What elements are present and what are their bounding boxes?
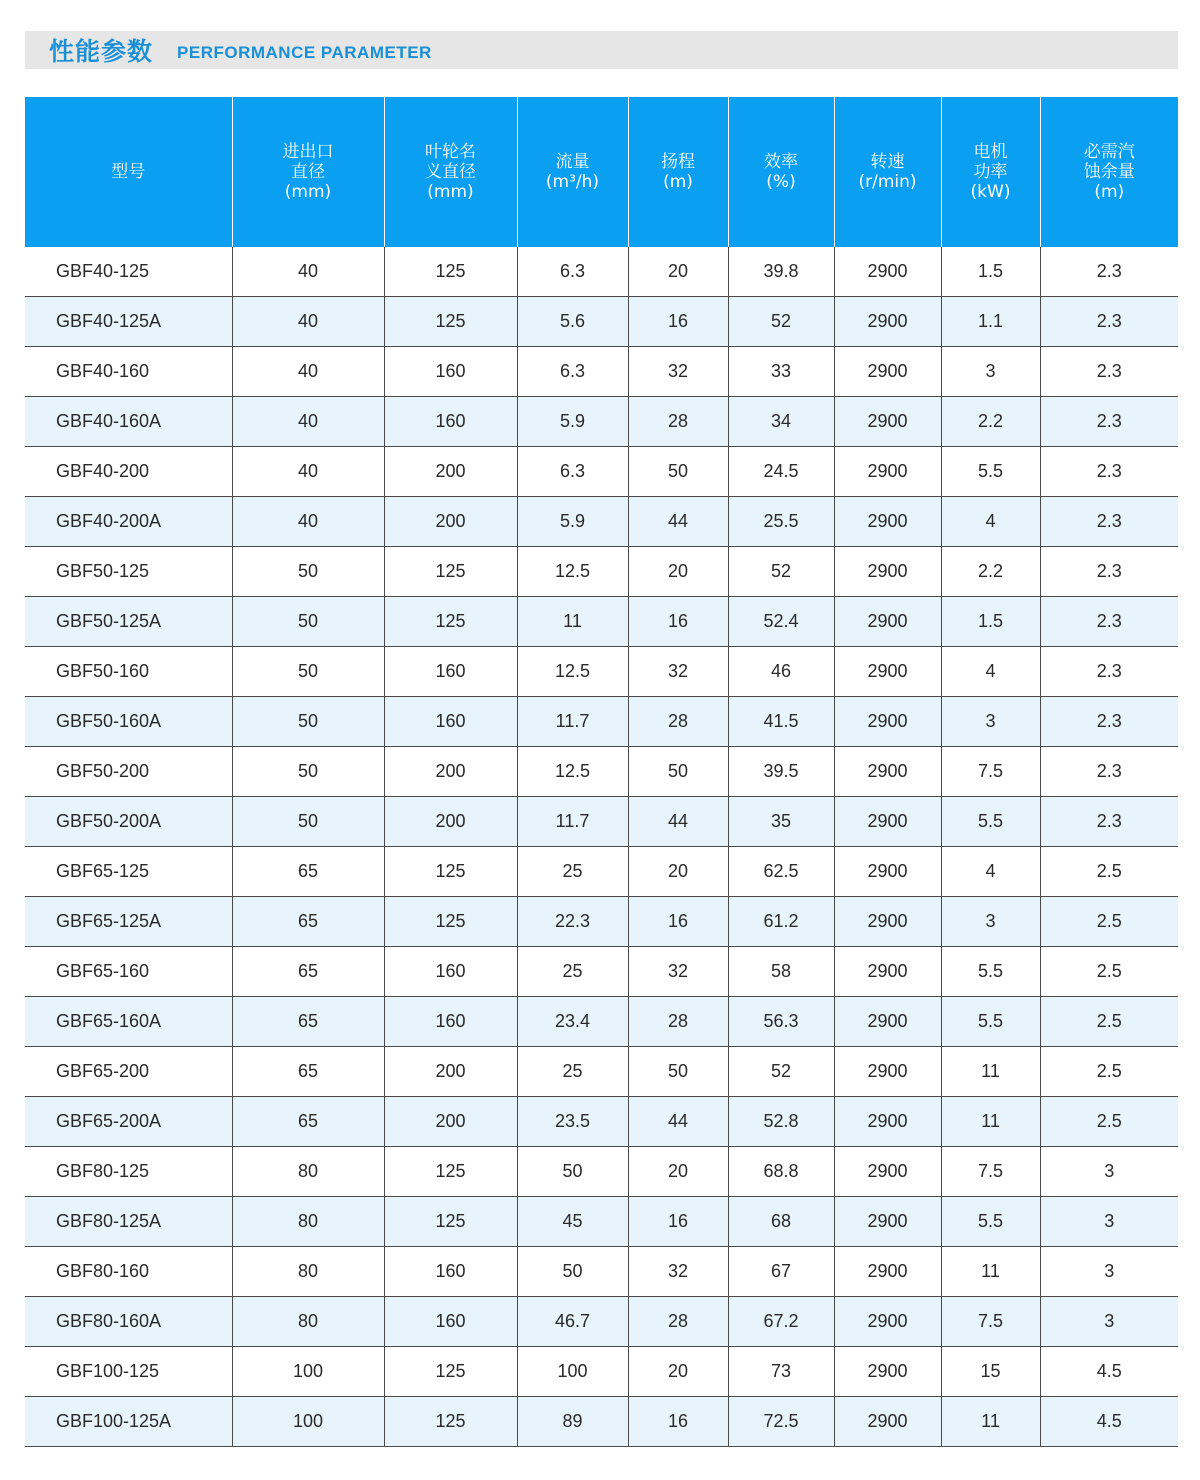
cell-efficiency: 58 bbox=[728, 947, 834, 997]
cell-flow: 12.5 bbox=[517, 647, 628, 697]
cell-impeller-diameter: 200 bbox=[384, 747, 517, 797]
cell-inlet-diameter: 50 bbox=[232, 647, 384, 697]
table-row bbox=[25, 447, 1178, 497]
cell-speed: 2900 bbox=[834, 647, 941, 697]
cell-speed: 2900 bbox=[834, 547, 941, 597]
cell-npsh: 2.5 bbox=[1040, 997, 1178, 1047]
table-body bbox=[25, 247, 1178, 1447]
performance-table bbox=[25, 97, 1178, 1447]
cell-head: 44 bbox=[628, 1097, 728, 1147]
cell-speed: 2900 bbox=[834, 997, 941, 1047]
cell-impeller-diameter: 160 bbox=[384, 947, 517, 997]
table-row bbox=[25, 1197, 1178, 1247]
cell-npsh: 3 bbox=[1040, 1247, 1178, 1297]
table-row bbox=[25, 497, 1178, 547]
header-flow bbox=[517, 97, 628, 247]
section-title-cn: 性能参数 bbox=[49, 37, 154, 66]
cell-model: GBF65-200A bbox=[25, 1097, 232, 1147]
cell-inlet-diameter: 100 bbox=[232, 1397, 384, 1447]
cell-head: 32 bbox=[628, 947, 728, 997]
header-line: (m³/h) bbox=[545, 172, 600, 192]
cell-impeller-diameter: 200 bbox=[384, 497, 517, 547]
cell-flow: 12.5 bbox=[517, 747, 628, 797]
cell-flow: 6.3 bbox=[517, 447, 628, 497]
header-line: (m) bbox=[663, 172, 693, 192]
cell-impeller-diameter: 125 bbox=[384, 547, 517, 597]
cell-model: GBF40-125A bbox=[25, 297, 232, 347]
cell-impeller-diameter: 200 bbox=[384, 797, 517, 847]
cell-impeller-diameter: 160 bbox=[384, 347, 517, 397]
cell-model: GBF40-125 bbox=[25, 247, 232, 297]
cell-impeller-diameter: 200 bbox=[384, 1097, 517, 1147]
cell-speed: 2900 bbox=[834, 597, 941, 647]
header-line: 蚀余量 bbox=[1083, 162, 1135, 182]
cell-efficiency: 52.4 bbox=[728, 597, 834, 647]
header-efficiency bbox=[728, 97, 834, 247]
cell-npsh: 2.3 bbox=[1040, 797, 1178, 847]
header-line: 效率 bbox=[764, 152, 798, 172]
cell-model: GBF50-200A bbox=[25, 797, 232, 847]
cell-npsh: 2.3 bbox=[1040, 747, 1178, 797]
cell-flow: 11.7 bbox=[517, 697, 628, 747]
cell-speed: 2900 bbox=[834, 797, 941, 847]
cell-motor-power: 1.5 bbox=[941, 247, 1040, 297]
header-inlet-diameter bbox=[232, 97, 384, 247]
cell-efficiency: 72.5 bbox=[728, 1397, 834, 1447]
cell-motor-power: 3 bbox=[941, 697, 1040, 747]
cell-model: GBF50-160 bbox=[25, 647, 232, 697]
cell-motor-power: 5.5 bbox=[941, 947, 1040, 997]
cell-efficiency: 67 bbox=[728, 1247, 834, 1297]
cell-efficiency: 46 bbox=[728, 647, 834, 697]
cell-efficiency: 24.5 bbox=[728, 447, 834, 497]
table-row bbox=[25, 1347, 1178, 1397]
cell-inlet-diameter: 50 bbox=[232, 797, 384, 847]
cell-head: 44 bbox=[628, 797, 728, 847]
cell-inlet-diameter: 65 bbox=[232, 1047, 384, 1097]
cell-impeller-diameter: 125 bbox=[384, 1397, 517, 1447]
cell-impeller-diameter: 160 bbox=[384, 997, 517, 1047]
cell-npsh: 2.3 bbox=[1040, 447, 1178, 497]
cell-model: GBF50-160A bbox=[25, 697, 232, 747]
cell-motor-power: 5.5 bbox=[941, 997, 1040, 1047]
cell-speed: 2900 bbox=[834, 1147, 941, 1197]
cell-efficiency: 52 bbox=[728, 547, 834, 597]
cell-npsh: 2.3 bbox=[1040, 247, 1178, 297]
cell-inlet-diameter: 50 bbox=[232, 547, 384, 597]
cell-flow: 12.5 bbox=[517, 547, 628, 597]
cell-impeller-diameter: 125 bbox=[384, 247, 517, 297]
header-npsh bbox=[1040, 97, 1178, 247]
cell-motor-power: 11 bbox=[941, 1247, 1040, 1297]
cell-impeller-diameter: 160 bbox=[384, 697, 517, 747]
cell-efficiency: 68 bbox=[728, 1197, 834, 1247]
header-line: 必需汽 bbox=[1083, 142, 1135, 162]
table-row bbox=[25, 1147, 1178, 1197]
header-line: 义直径 bbox=[425, 162, 476, 182]
cell-motor-power: 4 bbox=[941, 647, 1040, 697]
cell-flow: 46.7 bbox=[517, 1297, 628, 1347]
cell-motor-power: 5.5 bbox=[941, 1197, 1040, 1247]
cell-motor-power: 7.5 bbox=[941, 747, 1040, 797]
cell-motor-power: 7.5 bbox=[941, 1147, 1040, 1197]
cell-flow: 23.5 bbox=[517, 1097, 628, 1147]
cell-efficiency: 52 bbox=[728, 1047, 834, 1097]
cell-model: GBF100-125 bbox=[25, 1347, 232, 1397]
cell-motor-power: 7.5 bbox=[941, 1297, 1040, 1347]
cell-inlet-diameter: 40 bbox=[232, 397, 384, 447]
cell-impeller-diameter: 200 bbox=[384, 1047, 517, 1097]
cell-impeller-diameter: 125 bbox=[384, 1197, 517, 1247]
cell-efficiency: 39.8 bbox=[728, 247, 834, 297]
cell-flow: 25 bbox=[517, 1047, 628, 1097]
table-row bbox=[25, 1047, 1178, 1097]
cell-flow: 22.3 bbox=[517, 897, 628, 947]
cell-speed: 2900 bbox=[834, 247, 941, 297]
header-line: (r/min) bbox=[858, 172, 917, 192]
cell-model: GBF65-200 bbox=[25, 1047, 232, 1097]
cell-model: GBF80-125A bbox=[25, 1197, 232, 1247]
cell-head: 28 bbox=[628, 1297, 728, 1347]
cell-model: GBF40-200 bbox=[25, 447, 232, 497]
cell-flow: 11.7 bbox=[517, 797, 628, 847]
cell-flow: 5.6 bbox=[517, 297, 628, 347]
cell-head: 50 bbox=[628, 1047, 728, 1097]
table-row bbox=[25, 747, 1178, 797]
table-row bbox=[25, 997, 1178, 1047]
cell-speed: 2900 bbox=[834, 1297, 941, 1347]
cell-model: GBF65-160 bbox=[25, 947, 232, 997]
cell-npsh: 3 bbox=[1040, 1147, 1178, 1197]
cell-motor-power: 3 bbox=[941, 347, 1040, 397]
cell-impeller-diameter: 125 bbox=[384, 1347, 517, 1397]
cell-motor-power: 11 bbox=[941, 1047, 1040, 1097]
cell-flow: 6.3 bbox=[517, 247, 628, 297]
cell-speed: 2900 bbox=[834, 747, 941, 797]
cell-motor-power: 4 bbox=[941, 497, 1040, 547]
table-row bbox=[25, 247, 1178, 297]
cell-efficiency: 61.2 bbox=[728, 897, 834, 947]
cell-impeller-diameter: 125 bbox=[384, 1147, 517, 1197]
cell-motor-power: 2.2 bbox=[941, 397, 1040, 447]
cell-impeller-diameter: 125 bbox=[384, 597, 517, 647]
cell-efficiency: 67.2 bbox=[728, 1297, 834, 1347]
table-row bbox=[25, 597, 1178, 647]
cell-speed: 2900 bbox=[834, 1247, 941, 1297]
table-row bbox=[25, 1247, 1178, 1297]
table-row bbox=[25, 647, 1178, 697]
cell-impeller-diameter: 200 bbox=[384, 447, 517, 497]
cell-npsh: 2.3 bbox=[1040, 597, 1178, 647]
cell-head: 16 bbox=[628, 597, 728, 647]
cell-flow: 50 bbox=[517, 1147, 628, 1197]
cell-speed: 2900 bbox=[834, 697, 941, 747]
table-header-row bbox=[25, 97, 1178, 247]
table-row bbox=[25, 1097, 1178, 1147]
cell-model: GBF100-125A bbox=[25, 1397, 232, 1447]
cell-npsh: 2.5 bbox=[1040, 1047, 1178, 1097]
cell-efficiency: 41.5 bbox=[728, 697, 834, 747]
cell-efficiency: 73 bbox=[728, 1347, 834, 1397]
cell-flow: 5.9 bbox=[517, 397, 628, 447]
table-row bbox=[25, 947, 1178, 997]
cell-npsh: 2.3 bbox=[1040, 297, 1178, 347]
header-speed bbox=[834, 97, 941, 247]
cell-flow: 5.9 bbox=[517, 497, 628, 547]
cell-efficiency: 39.5 bbox=[728, 747, 834, 797]
cell-speed: 2900 bbox=[834, 347, 941, 397]
cell-npsh: 2.5 bbox=[1040, 1097, 1178, 1147]
section-title-bar bbox=[25, 31, 1178, 69]
cell-head: 16 bbox=[628, 297, 728, 347]
cell-flow: 25 bbox=[517, 947, 628, 997]
cell-impeller-diameter: 125 bbox=[384, 847, 517, 897]
cell-speed: 2900 bbox=[834, 1097, 941, 1147]
cell-efficiency: 35 bbox=[728, 797, 834, 847]
cell-head: 50 bbox=[628, 747, 728, 797]
cell-inlet-diameter: 80 bbox=[232, 1297, 384, 1347]
cell-head: 32 bbox=[628, 1247, 728, 1297]
cell-motor-power: 5.5 bbox=[941, 797, 1040, 847]
cell-speed: 2900 bbox=[834, 1047, 941, 1097]
cell-inlet-diameter: 100 bbox=[232, 1347, 384, 1397]
cell-speed: 2900 bbox=[834, 947, 941, 997]
header-motor-power bbox=[941, 97, 1040, 247]
cell-head: 20 bbox=[628, 547, 728, 597]
cell-motor-power: 1.1 bbox=[941, 297, 1040, 347]
cell-npsh: 2.3 bbox=[1040, 347, 1178, 397]
cell-motor-power: 5.5 bbox=[941, 447, 1040, 497]
table-row bbox=[25, 347, 1178, 397]
cell-model: GBF65-125 bbox=[25, 847, 232, 897]
cell-npsh: 2.5 bbox=[1040, 947, 1178, 997]
cell-motor-power: 4 bbox=[941, 847, 1040, 897]
cell-flow: 50 bbox=[517, 1247, 628, 1297]
cell-inlet-diameter: 50 bbox=[232, 697, 384, 747]
cell-speed: 2900 bbox=[834, 847, 941, 897]
cell-inlet-diameter: 50 bbox=[232, 597, 384, 647]
table-row bbox=[25, 797, 1178, 847]
cell-head: 44 bbox=[628, 497, 728, 547]
cell-head: 50 bbox=[628, 447, 728, 497]
header-line: (%) bbox=[766, 172, 796, 192]
cell-npsh: 3 bbox=[1040, 1197, 1178, 1247]
cell-npsh: 2.3 bbox=[1040, 497, 1178, 547]
cell-model: GBF80-160A bbox=[25, 1297, 232, 1347]
cell-model: GBF65-125A bbox=[25, 897, 232, 947]
cell-head: 16 bbox=[628, 1197, 728, 1247]
cell-model: GBF80-160 bbox=[25, 1247, 232, 1297]
cell-flow: 6.3 bbox=[517, 347, 628, 397]
cell-model: GBF40-200A bbox=[25, 497, 232, 547]
cell-speed: 2900 bbox=[834, 1397, 941, 1447]
cell-motor-power: 15 bbox=[941, 1347, 1040, 1397]
cell-head: 32 bbox=[628, 347, 728, 397]
cell-efficiency: 25.5 bbox=[728, 497, 834, 547]
cell-inlet-diameter: 65 bbox=[232, 897, 384, 947]
cell-inlet-diameter: 40 bbox=[232, 497, 384, 547]
cell-inlet-diameter: 40 bbox=[232, 297, 384, 347]
table-row bbox=[25, 397, 1178, 447]
cell-inlet-diameter: 40 bbox=[232, 447, 384, 497]
header-line: 直径 bbox=[291, 162, 325, 182]
cell-speed: 2900 bbox=[834, 397, 941, 447]
cell-head: 28 bbox=[628, 397, 728, 447]
cell-head: 32 bbox=[628, 647, 728, 697]
cell-speed: 2900 bbox=[834, 1197, 941, 1247]
cell-inlet-diameter: 40 bbox=[232, 347, 384, 397]
header-line: (kW) bbox=[970, 182, 1011, 202]
cell-efficiency: 52 bbox=[728, 297, 834, 347]
cell-model: GBF40-160 bbox=[25, 347, 232, 397]
cell-npsh: 2.3 bbox=[1040, 397, 1178, 447]
header-line: (mm) bbox=[427, 182, 474, 202]
header-line: 转速 bbox=[870, 152, 905, 172]
cell-npsh: 2.3 bbox=[1040, 697, 1178, 747]
header-model bbox=[25, 97, 232, 247]
cell-impeller-diameter: 125 bbox=[384, 897, 517, 947]
header-line: (mm) bbox=[284, 182, 332, 202]
cell-inlet-diameter: 40 bbox=[232, 247, 384, 297]
cell-flow: 11 bbox=[517, 597, 628, 647]
cell-model: GBF50-200 bbox=[25, 747, 232, 797]
header-line: 叶轮名 bbox=[425, 142, 476, 162]
cell-impeller-diameter: 160 bbox=[384, 1247, 517, 1297]
cell-impeller-diameter: 160 bbox=[384, 1297, 517, 1347]
cell-impeller-diameter: 160 bbox=[384, 397, 517, 447]
cell-model: GBF50-125A bbox=[25, 597, 232, 647]
cell-npsh: 2.3 bbox=[1040, 647, 1178, 697]
cell-efficiency: 56.3 bbox=[728, 997, 834, 1047]
header-line: 扬程 bbox=[661, 152, 695, 172]
cell-flow: 25 bbox=[517, 847, 628, 897]
cell-head: 28 bbox=[628, 697, 728, 747]
cell-model: GBF65-160A bbox=[25, 997, 232, 1047]
header-line: 功率 bbox=[973, 162, 1008, 182]
cell-npsh: 2.3 bbox=[1040, 547, 1178, 597]
cell-efficiency: 52.8 bbox=[728, 1097, 834, 1147]
cell-model: GBF50-125 bbox=[25, 547, 232, 597]
table-row bbox=[25, 547, 1178, 597]
cell-inlet-diameter: 80 bbox=[232, 1197, 384, 1247]
cell-head: 16 bbox=[628, 897, 728, 947]
cell-impeller-diameter: 160 bbox=[384, 647, 517, 697]
table-row bbox=[25, 1297, 1178, 1347]
cell-inlet-diameter: 65 bbox=[232, 947, 384, 997]
cell-head: 20 bbox=[628, 247, 728, 297]
cell-model: GBF80-125 bbox=[25, 1147, 232, 1197]
cell-speed: 2900 bbox=[834, 1347, 941, 1397]
cell-speed: 2900 bbox=[834, 897, 941, 947]
cell-motor-power: 3 bbox=[941, 897, 1040, 947]
table-row bbox=[25, 297, 1178, 347]
header-line: 进出口 bbox=[282, 142, 334, 162]
table-row bbox=[25, 847, 1178, 897]
section-title-en: PERFORMANCE PARAMETER bbox=[177, 43, 432, 62]
cell-flow: 89 bbox=[517, 1397, 628, 1447]
table-row bbox=[25, 697, 1178, 747]
header-impeller-diameter bbox=[384, 97, 517, 247]
cell-npsh: 3 bbox=[1040, 1297, 1178, 1347]
cell-speed: 2900 bbox=[834, 497, 941, 547]
cell-impeller-diameter: 125 bbox=[384, 297, 517, 347]
cell-motor-power: 11 bbox=[941, 1097, 1040, 1147]
cell-inlet-diameter: 65 bbox=[232, 997, 384, 1047]
cell-flow: 45 bbox=[517, 1197, 628, 1247]
header-line: 流量 bbox=[555, 152, 590, 172]
cell-npsh: 2.5 bbox=[1040, 847, 1178, 897]
cell-npsh: 4.5 bbox=[1040, 1397, 1178, 1447]
cell-inlet-diameter: 50 bbox=[232, 747, 384, 797]
cell-efficiency: 33 bbox=[728, 347, 834, 397]
header-head bbox=[628, 97, 728, 247]
cell-inlet-diameter: 80 bbox=[232, 1147, 384, 1197]
cell-model: GBF40-160A bbox=[25, 397, 232, 447]
cell-flow: 100 bbox=[517, 1347, 628, 1397]
cell-speed: 2900 bbox=[834, 447, 941, 497]
cell-motor-power: 1.5 bbox=[941, 597, 1040, 647]
cell-inlet-diameter: 65 bbox=[232, 847, 384, 897]
cell-head: 28 bbox=[628, 997, 728, 1047]
cell-npsh: 4.5 bbox=[1040, 1347, 1178, 1397]
header-line: (m) bbox=[1094, 182, 1125, 202]
cell-head: 16 bbox=[628, 1397, 728, 1447]
header-line: 电机 bbox=[973, 142, 1008, 162]
cell-inlet-diameter: 80 bbox=[232, 1247, 384, 1297]
cell-head: 20 bbox=[628, 1347, 728, 1397]
cell-speed: 2900 bbox=[834, 297, 941, 347]
cell-npsh: 2.5 bbox=[1040, 897, 1178, 947]
cell-efficiency: 68.8 bbox=[728, 1147, 834, 1197]
header-line: 型号 bbox=[111, 162, 146, 182]
table-row bbox=[25, 1397, 1178, 1447]
table-row bbox=[25, 897, 1178, 947]
cell-efficiency: 34 bbox=[728, 397, 834, 447]
cell-motor-power: 2.2 bbox=[941, 547, 1040, 597]
cell-motor-power: 11 bbox=[941, 1397, 1040, 1447]
cell-efficiency: 62.5 bbox=[728, 847, 834, 897]
cell-flow: 23.4 bbox=[517, 997, 628, 1047]
cell-head: 20 bbox=[628, 1147, 728, 1197]
cell-head: 20 bbox=[628, 847, 728, 897]
cell-inlet-diameter: 65 bbox=[232, 1097, 384, 1147]
